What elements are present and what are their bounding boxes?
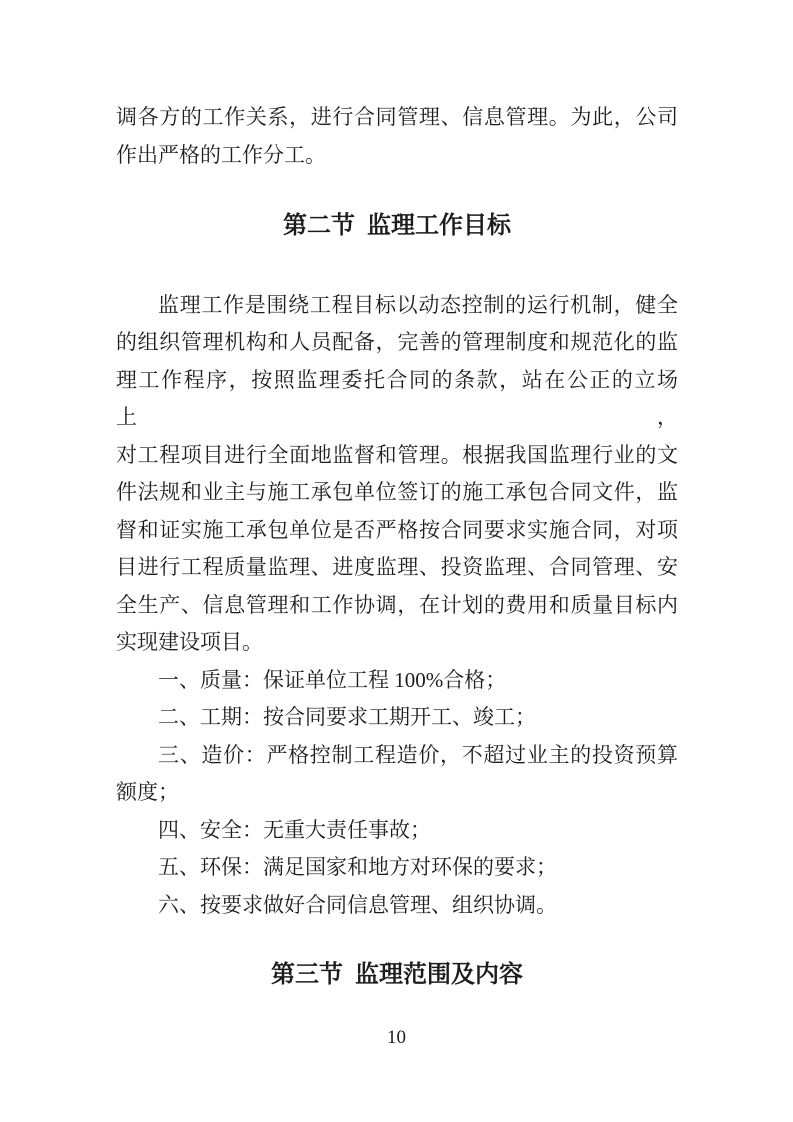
section2-body-paragraph: [116, 287, 678, 662]
paragraph-line: 全生产、信息管理和工作协调，在计划的费用和质量目标内: [116, 592, 678, 617]
paragraph-line: 件法规和业主与施工承包单位签订的施工承包合同文件，监: [116, 480, 678, 504]
paragraph-line: 实现建设项目。: [116, 630, 263, 654]
goal-item-quality: 一、质量：保证单位工程 100%合格；: [158, 667, 507, 692]
text-column: [116, 99, 678, 995]
goal-item-environment: 五、环保：满足国家和地方对环保的要求；: [158, 855, 557, 879]
paragraph-line: 的组织管理机构和人员配备，完善的管理制度和规范化的监: [116, 330, 678, 354]
intro-paragraph: [116, 99, 678, 174]
paragraph-line: 调各方的工作关系，进行合同管理、信息管理。为此，公司: [116, 105, 678, 129]
page-number: 10: [387, 1027, 406, 1048]
goal-item-cost-continued: 额度；: [116, 780, 179, 804]
goals-list: [116, 662, 678, 925]
goal-item-cost: 三、造价：严格控制工程造价，不超过业主的投资预算: [158, 742, 678, 767]
goal-item-schedule: 二、工期：按合同要求工期开工、竣工；: [158, 705, 536, 729]
paragraph-line: 作出严格的工作分工。: [116, 142, 326, 167]
goal-item-coordination: 六、按要求做好合同信息管理、组织协调。: [158, 892, 557, 917]
paragraph-line: 目进行工程质量监理、进度监理、投资监理、合同管理、安: [116, 555, 678, 579]
paragraph-line: 监理工作是围绕工程目标以动态控制的运行机制，健全: [158, 292, 678, 317]
section-heading-3: 第三节 监理范围及内容: [271, 962, 523, 988]
paragraph-line: 理工作程序，按照监理委托合同的条款，站在公正的立场上，: [116, 367, 678, 429]
goal-item-safety: 四、安全：无重大责任事故；: [158, 817, 431, 842]
section-heading-2: 第二节 监理工作目标: [283, 213, 511, 239]
paragraph-line: 督和证实施工承包单位是否严格按合同要求实施合同，对项: [116, 517, 678, 542]
paragraph-line: 对工程项目进行全面地监督和管理。根据我国监理行业的文: [116, 442, 678, 467]
